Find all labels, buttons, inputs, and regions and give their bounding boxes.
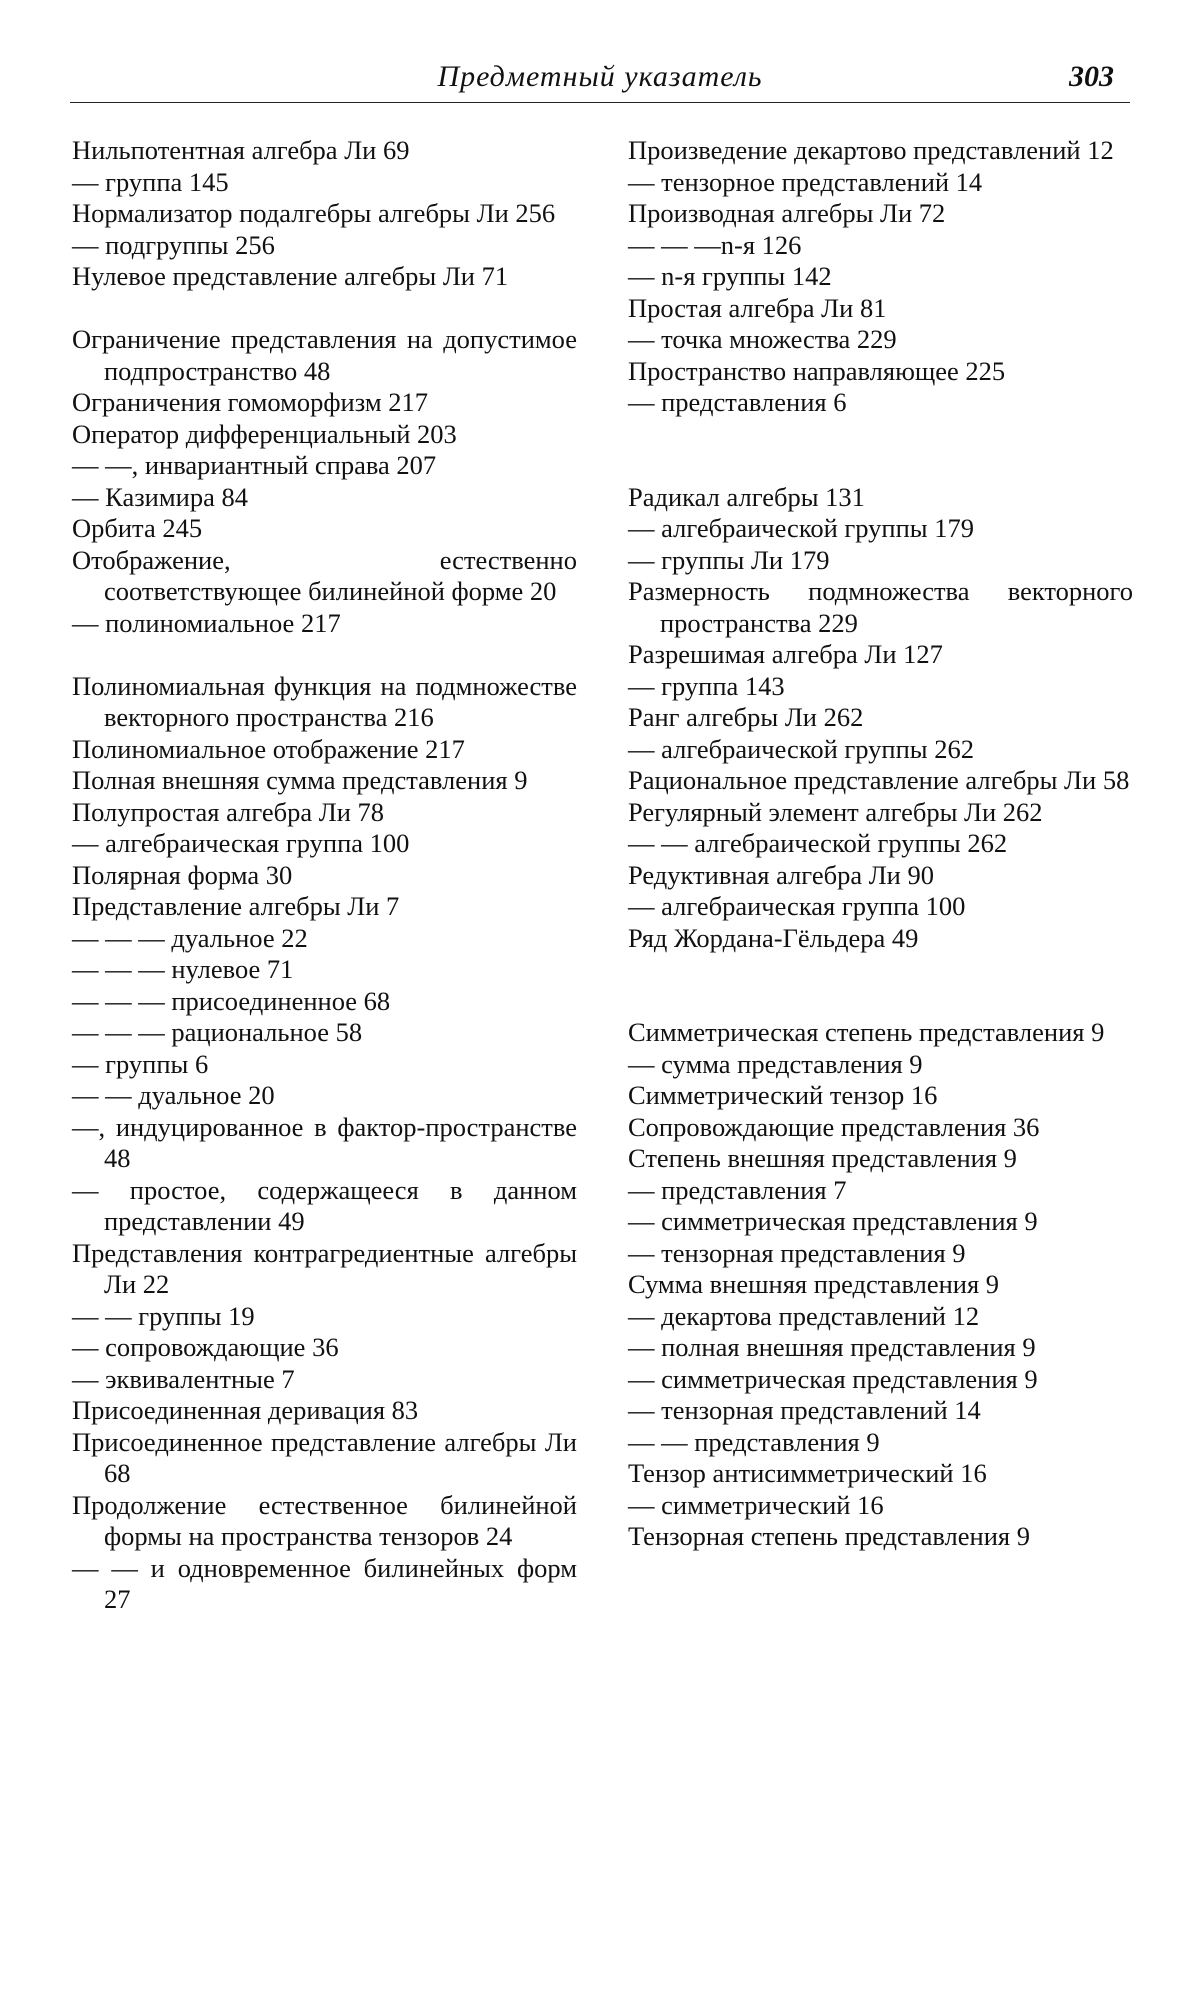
index-entry: — представления 6 — [628, 387, 847, 417]
index-entry: Симметрическая степень представления 9 — [628, 1017, 1105, 1047]
index-entry: Полиномиальная функция на подмножестве векторного пространства 216 — [72, 670, 577, 732]
section-gap — [628, 954, 1133, 986]
header-rule — [70, 102, 1130, 103]
index-entry: Регулярный элемент алгебры Ли 262 — [628, 796, 1043, 827]
index-entry: Полная внешняя сумма представления 9 — [72, 765, 528, 795]
index-entry: Сумма внешняя представления 9 — [628, 1269, 1000, 1299]
index-entry: Ограничение представления на допустимое подпространство 48 — [72, 324, 577, 386]
index-entry: Простая алгебра Ли 81 — [628, 292, 887, 323]
section-gap — [72, 639, 577, 671]
section-gap — [72, 293, 577, 325]
index-entry: — группы Ли 179 — [628, 544, 830, 575]
index-entry: Полиномиальное отображение 217 — [72, 733, 465, 764]
index-entry: Тензорная степень представления 9 — [628, 1521, 1030, 1551]
index-entry: Размерность подмножества векторного пространства 229 — [628, 576, 1133, 638]
index-entry: — декартова представлений 12 — [628, 1300, 980, 1331]
index-entry: — представления 7 — [628, 1174, 847, 1205]
index-entry: — симметрический 16 — [628, 1489, 884, 1520]
index-entry: — — и одновременное билинейных форм 27 — [72, 1552, 577, 1614]
index-entry: Произведение декартово представлений 12 — [628, 135, 1114, 165]
index-entry: Оператор дифференциальный 203 — [72, 418, 457, 449]
index-entry: — — группы 19 — [72, 1300, 255, 1331]
index-entry: — — алгебраической группы 262 — [628, 828, 1008, 858]
index-entry: — Казимира 84 — [72, 481, 248, 512]
index-entry: — тензорная представления 9 — [628, 1237, 966, 1268]
index-entry: — — дуальное 20 — [72, 1080, 275, 1110]
index-entry: — симметрическая представления 9 — [628, 1206, 1038, 1236]
index-entry: Пространство направляющее 225 — [628, 355, 1006, 386]
index-entry: Присоединенное представление алгебры Ли 68 — [72, 1426, 577, 1488]
index-entry: Разрешимая алгебра Ли 127 — [628, 639, 943, 669]
index-entry: — — — присоединенное 68 — [72, 985, 391, 1016]
index-entry: — точка множества 229 — [628, 324, 897, 354]
index-entry: — полная внешняя представления 9 — [628, 1332, 1036, 1362]
index-entry: — симметрическая представления 9 — [628, 1363, 1038, 1394]
index-entry: — сумма представления 9 — [628, 1048, 923, 1079]
index-entry: — группа 145 — [72, 166, 229, 197]
index-entry: — группы 6 — [72, 1048, 209, 1079]
index-entry: Орбита 245 — [72, 513, 203, 543]
index-entry: — — —n-я 126 — [628, 229, 802, 260]
index-entry: — n-я группы 142 — [628, 261, 832, 291]
index-entry: Представление алгебры Ли 7 — [72, 891, 400, 921]
section-gap — [628, 986, 1133, 1018]
index-entry: — группа 143 — [628, 670, 785, 701]
index-entry: Нильпотентная алгебра Ли 69 — [72, 135, 410, 165]
index-entry: — тензорное представлений 14 — [628, 166, 983, 197]
index-entry: — алгебраическая группа 100 — [72, 828, 410, 858]
index-entry: — эквивалентные 7 — [72, 1363, 295, 1394]
index-entry: Полупростая алгебра Ли 78 — [72, 796, 384, 827]
index-entry: Ряд Жордана-Гёльдера 49 — [628, 922, 919, 953]
index-entry: Представления контрагредиентные алгебры Ли 22 — [72, 1237, 577, 1299]
index-entry: — —, инвариантный справа 207 — [72, 450, 437, 480]
index-entry: Ограничения гомоморфизм 217 — [72, 387, 428, 417]
index-entry: Присоединенная деривация 83 — [72, 1395, 419, 1425]
index-entry: Отображение, естественно соответствующее билинейной форме 20 — [72, 544, 577, 606]
index-entry: — тензорная представлений 14 — [628, 1395, 981, 1425]
index-entry: — — — дуальное 22 — [72, 922, 308, 953]
index-entry: Тензор антисимметрический 16 — [628, 1458, 987, 1488]
index-entry: Ранг алгебры Ли 262 — [628, 702, 864, 732]
index-entry: — простое, содержащееся в данном представлении 49 — [72, 1174, 577, 1236]
index-entry: Сопровождающие представления 36 — [628, 1111, 1040, 1142]
index-entry: — — — нулевое 71 — [72, 954, 294, 984]
index-entry: Редуктивная алгебра Ли 90 — [628, 859, 934, 890]
page-number: 303 — [1069, 60, 1114, 93]
index-entry: Рациональное представление алгебры Ли 58 — [628, 765, 1130, 795]
index-entry: — сопровождающие 36 — [72, 1332, 339, 1362]
index-entry: —, индуцированное в фактор-пространстве 48 — [72, 1111, 577, 1173]
index-entry: — алгебраической группы 179 — [628, 513, 974, 543]
section-gap — [628, 419, 1133, 451]
index-entry: Продолжение естественное билинейной формы на пространства тензоров 24 — [72, 1489, 577, 1551]
left-column — [72, 135, 577, 1616]
index-entry: Полярная форма 30 — [72, 859, 293, 890]
page-title: Предметный указатель — [437, 60, 763, 93]
index-entry: — подгруппы 256 — [72, 229, 275, 260]
index-entry: — полиномиальное 217 — [72, 607, 341, 638]
index-entry: Симметрический тензор 16 — [628, 1080, 938, 1110]
index-entry: — алгебраическая группа 100 — [628, 891, 966, 921]
index-entry: Степень внешняя представления 9 — [628, 1143, 1017, 1173]
section-gap — [628, 450, 1133, 482]
index-entry: — алгебраической группы 262 — [628, 733, 974, 764]
index-entry: — — представления 9 — [628, 1426, 880, 1457]
index-entry: Нулевое представление алгебры Ли 71 — [72, 261, 509, 291]
index-entry: Радикал алгебры 131 — [628, 481, 865, 512]
running-head — [70, 60, 1130, 100]
index-entry: Производная алгебры Ли 72 — [628, 198, 946, 228]
index-entry: Нормализатор подалгебры алгебры Ли 256 — [72, 198, 556, 228]
index-entry: — — — рациональное 58 — [72, 1017, 363, 1047]
right-column — [628, 135, 1133, 1553]
